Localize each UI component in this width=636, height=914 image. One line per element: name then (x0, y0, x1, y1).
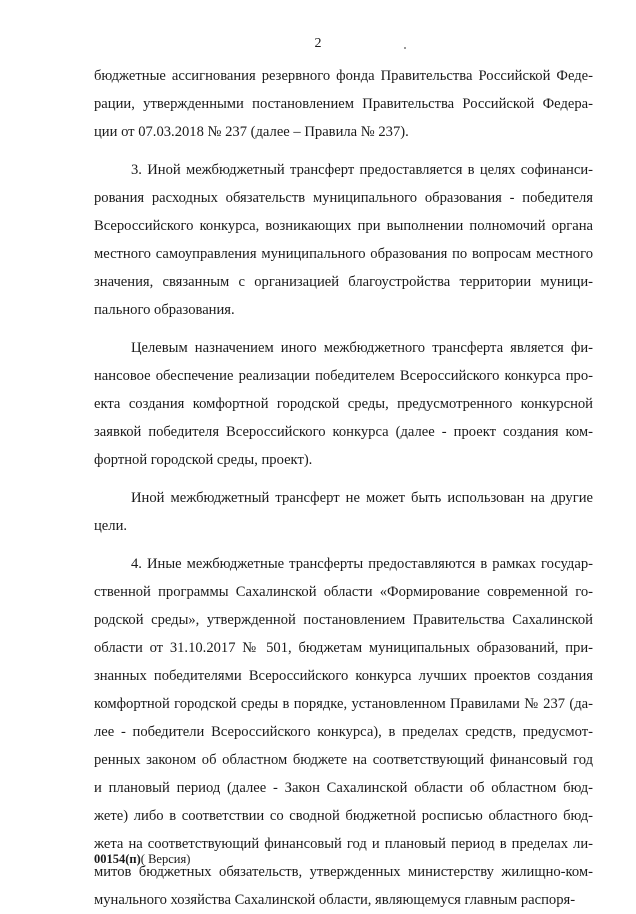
document-body (94, 62, 593, 914)
text-line: митов бюджетных обязательств, утвержденных министерству жилищно-ком- (94, 864, 593, 880)
text-line: ции от 07.03.2018 № 237 (далее – Правила № 237). (94, 124, 409, 140)
text-line: Всероссийского конкурса, возникающих при выполнении полномочий органа (94, 218, 593, 234)
text-line: цели. (94, 518, 128, 534)
paragraph-gap (94, 540, 593, 550)
text-line: 3. Иной межбюджетный трансферт предоставляется в целях софинанси- (131, 162, 593, 178)
text-line: пального образования. (94, 302, 235, 318)
text-line: Целевым назначением иного межбюджетного трансферта является фи- (131, 340, 593, 356)
document-version: ( Версия) (140, 852, 191, 866)
text-line: значения, связанным с организацией благоустройства территории муници- (94, 274, 593, 290)
scan-speck (404, 47, 406, 49)
document-footer (94, 852, 190, 867)
paragraph (94, 334, 593, 474)
paragraph-gap (94, 146, 593, 156)
paragraph-gap (94, 324, 593, 334)
text-line: области от 31.10.2017 № 501, бюджетам муниципальных образований, при- (94, 640, 593, 656)
text-line: ственной программы Сахалинской области «Формирование современной го- (94, 584, 593, 600)
text-line: мунального хозяйства Сахалинской области, являющемуся главным распоря- (94, 892, 576, 908)
text-line: рации, утвержденными постановлением Правительства Российской Федера- (94, 96, 593, 112)
text-line: жете) либо в соответствии со сводной бюджетной росписью областного бюд- (94, 808, 593, 824)
text-line: ренных законом об областном бюджете на соответствующий финансовый год (94, 752, 593, 768)
paragraph (94, 62, 593, 146)
text-line: комфортной городской среды в порядке, установленном Правилами № 237 (да- (94, 696, 593, 712)
page-number: 2 (314, 36, 322, 51)
text-line: рования расходных обязательств муниципального образования - победителя (94, 190, 593, 206)
text-line: лее - победители Всероссийского конкурса), в пределах средств, предусмот- (94, 724, 593, 740)
document-code: 00154(п) (94, 852, 141, 866)
text-line: и плановый период (далее - Закон Сахалинской области об областном бюд- (94, 780, 593, 796)
text-line: знанных победителями Всероссийского конкурса лучших проектов создания (94, 668, 593, 684)
text-line: родской среды», утвержденной постановлением Правительства Сахалинской (94, 612, 593, 628)
text-line: фортной городской среды, проект). (94, 452, 313, 468)
text-line: екта создания комфортной городской среды, предусмотренного конкурсной (94, 396, 593, 412)
text-line: Иной межбюджетный трансферт не может быть использован на другие (131, 490, 593, 506)
text-line: бюджетные ассигнования резервного фонда Правительства Российской Феде- (94, 68, 593, 84)
text-line: 4. Иные межбюджетные трансферты предоставляются в рамках государ- (131, 556, 593, 572)
text-line: заявкой победителя Всероссийского конкурса (далее - проект создания ком- (94, 424, 593, 440)
paragraph (94, 156, 593, 324)
text-line: жета на соответствующий финансовый год и плановый период в пределах ли- (94, 836, 593, 852)
text-line: нансовое обеспечение реализации победителем Всероссийского конкурса про- (94, 368, 593, 384)
paragraph-gap (94, 474, 593, 484)
paragraph (94, 484, 593, 540)
text-line: местного самоуправления муниципального образования по вопросам местного (94, 246, 593, 262)
